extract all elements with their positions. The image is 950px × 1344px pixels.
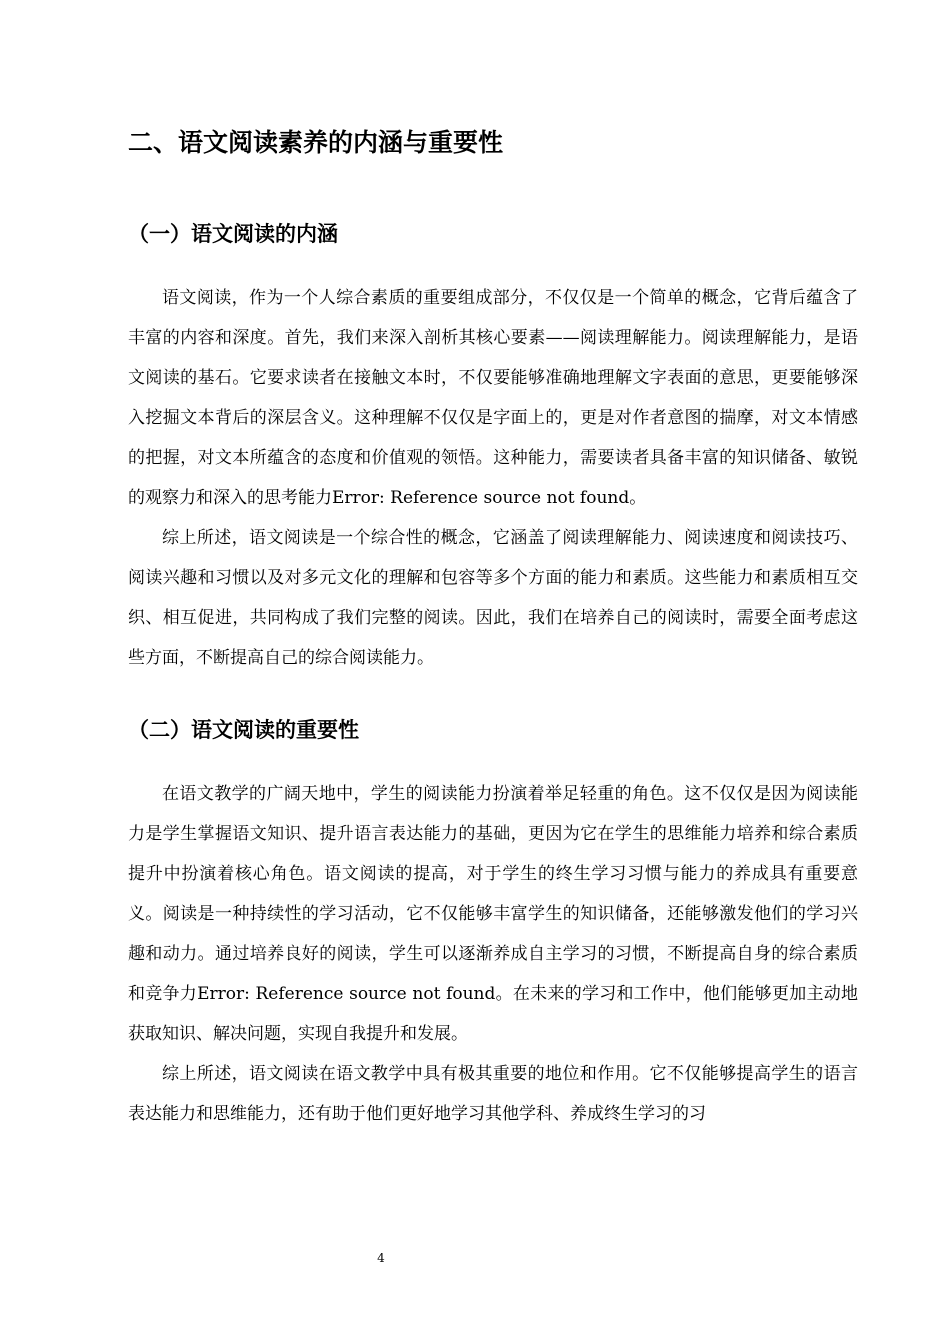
subsection-heading-connotation: （一）语文阅读的内涵	[128, 222, 338, 246]
paragraph: 综上所述，语文阅读是一个综合性的概念，它涵盖了阅读理解能力、阅读速度和阅读技巧、阅读兴趣和习惯以及对多元文化的理解和包容等多个方面的能力和素质。这些能力和素质相互交织、相互促进，共同构成了我们完整的阅读。因此，我们在培养自己的阅读时，需要全面考虑这些方面，不断提高自己的综合阅读能力。	[128, 528, 858, 668]
paragraph: 在语文教学的广阔天地中，学生的阅读能力扮演着举足轻重的角色。这不仅仅是因为阅读能力是学生掌握语文知识、提升语言表达能力的基础，更因为它在学生的思维能力培养和综合素质提升中扮演着核心角色。语文阅读的提高，对于学生的终生学习习惯与能力的养成具有重要意义。阅读是一种持续性的学习活动，它不仅能够丰富学生的知识储备，还能够激发他们的学习兴趣和动力。通过培养良好的阅读，学生可以逐渐养成自主学习的习惯，不断提高自身的综合素质和竞争力Error: Reference source not found。在未来的学习和工作中，他们能够更加主动地获取知识、解决问题，实现自我提升和发展。	[128, 784, 858, 1044]
page-body	[128, 118, 858, 1134]
page-number: 4	[377, 1251, 385, 1265]
subsection-heading-importance: （二）语文阅读的重要性	[128, 718, 359, 742]
paragraph: 语文阅读，作为一个人综合素质的重要组成部分，不仅仅是一个简单的概念，它背后蕴含了丰富的内容和深度。首先，我们来深入剖析其核心要素——阅读理解能力。阅读理解能力，是语文阅读的基石。它要求读者在接触文本时，不仅要能够准确地理解文字表面的意思，更要能够深入挖掘文本背后的深层含义。这种理解不仅仅是字面上的，更是对作者意图的揣摩，对文本情感的把握，对文本所蕴含的态度和价值观的领悟。这种能力，需要读者具备丰富的知识储备、敏锐的观察力和深入的思考能力Error: Reference source not found。	[128, 288, 858, 508]
section-title: 二、语文阅读素养的内涵与重要性	[128, 128, 504, 157]
paragraph: 综上所述，语文阅读在语文教学中具有极其重要的地位和作用。它不仅能够提高学生的语言表达能力和思维能力，还有助于他们更好地学习其他学科、养成终生学习的习	[128, 1064, 858, 1124]
